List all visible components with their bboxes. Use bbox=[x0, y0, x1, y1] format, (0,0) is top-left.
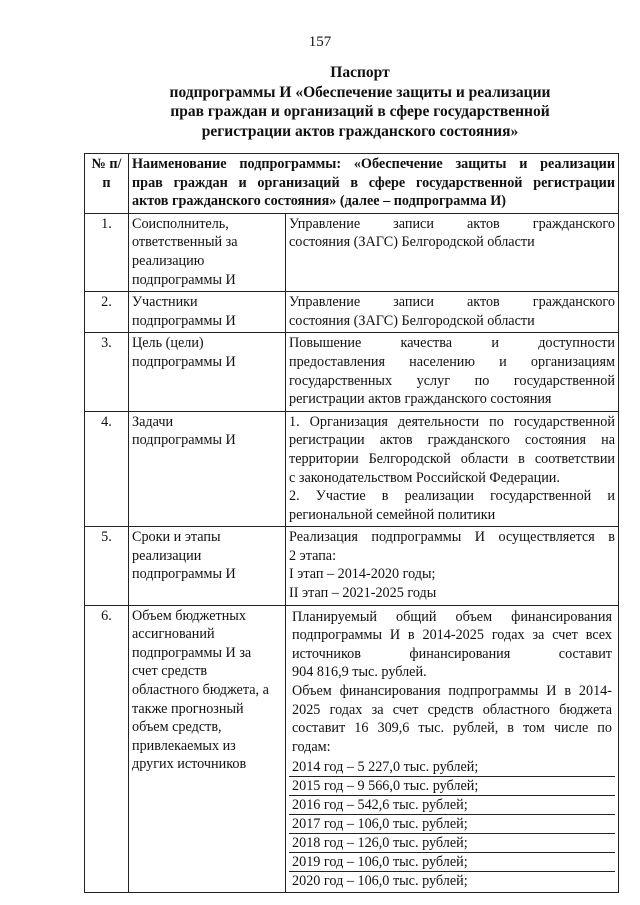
row-number: 5. bbox=[85, 527, 129, 605]
table-header-row bbox=[85, 154, 619, 214]
value-line: годам: bbox=[292, 738, 331, 755]
label-line: Задачи bbox=[132, 413, 174, 430]
label-line: привлекаемых из bbox=[132, 737, 236, 754]
header-line: актов гражданского состояния» (далее – подпрограмма И) bbox=[132, 193, 507, 210]
row-value bbox=[286, 411, 619, 527]
row-label bbox=[129, 605, 286, 893]
row-value bbox=[286, 333, 619, 411]
title-line: прав граждан и организаций в сфере государственной bbox=[170, 103, 550, 120]
value-line: Объем финансирования подпрограммы И в 2014- bbox=[292, 683, 612, 700]
value-line: II этап – 2021-2025 годы bbox=[289, 585, 437, 602]
table-row bbox=[85, 527, 619, 605]
value-line: региональной семейной политики bbox=[289, 506, 496, 523]
value-line: источников финансирования составит bbox=[292, 645, 612, 662]
value-line: с законодательством Российской Федерации. bbox=[289, 469, 560, 486]
row-value bbox=[286, 605, 619, 893]
label-line: подпрограммы И bbox=[132, 353, 236, 370]
header-num-cell: № п/п bbox=[85, 154, 129, 214]
label-line: подпрограммы И bbox=[132, 566, 236, 583]
value-line: Повышение качества и доступности bbox=[289, 335, 615, 352]
label-line: подпрограммы И за bbox=[132, 644, 252, 661]
value-line: государственных услуг по государственной bbox=[289, 372, 615, 389]
label-line: Участники bbox=[132, 294, 198, 311]
table-row bbox=[85, 411, 619, 527]
year-amount: 2016 год – 542,6 тыс. рублей; bbox=[289, 795, 615, 814]
row-number: 3. bbox=[85, 333, 129, 411]
table-row bbox=[85, 213, 619, 291]
value-line: 904 816,9 тыс. рублей. bbox=[292, 664, 427, 681]
table-row bbox=[85, 333, 619, 411]
value-line: Реализация подпрограммы И осуществляется в bbox=[289, 529, 615, 546]
year-amount: 2015 год – 9 566,0 тыс. рублей; bbox=[289, 776, 615, 795]
label-line: Сроки и этапы bbox=[132, 529, 221, 546]
year-amount: 2018 год – 126,0 тыс. рублей; bbox=[289, 833, 615, 852]
year-amount: 2014 год – 5 227,0 тыс. рублей; bbox=[292, 759, 479, 776]
table-row bbox=[85, 605, 619, 893]
document-title bbox=[60, 63, 640, 141]
label-line: подпрограммы И bbox=[132, 312, 236, 329]
value-line: регистрации актов гражданского состояния bbox=[289, 391, 552, 408]
row-value bbox=[286, 292, 619, 333]
label-line: также прогнозный bbox=[132, 700, 244, 717]
passport-table bbox=[84, 153, 619, 893]
value-line: состояния (ЗАГС) Белгородской области bbox=[289, 234, 535, 251]
label-line: ответственный за bbox=[132, 234, 238, 251]
value-line: 2025 годах за счет средств областного бюджета bbox=[292, 701, 612, 718]
value-line: 2 этапа: bbox=[289, 547, 337, 564]
row-label bbox=[129, 411, 286, 527]
label-line: Объем бюджетных bbox=[132, 607, 246, 624]
label-line: Соисполнитель, bbox=[132, 215, 229, 232]
title-line: подпрограммы И «Обеспечение защиты и реализации bbox=[169, 83, 551, 101]
row-number: 4. bbox=[85, 411, 129, 527]
row-label bbox=[129, 527, 286, 605]
row-number: 2. bbox=[85, 292, 129, 333]
label-line: подпрограммы И bbox=[132, 432, 236, 449]
row-label bbox=[129, 333, 286, 411]
value-line: состояния (ЗАГС) Белгородской области bbox=[289, 312, 535, 329]
value-line: территории Белгородской области в соответствии bbox=[289, 450, 615, 467]
header-line: прав граждан и организаций в сфере государственной регистрации bbox=[132, 174, 615, 191]
value-line: составит 16 309,6 тыс. рублей, в том числе по bbox=[292, 720, 612, 737]
year-amount: 2020 год – 106,0 тыс. рублей; bbox=[289, 871, 615, 890]
row-number: 1. bbox=[85, 213, 129, 291]
label-line: ассигнований bbox=[132, 626, 215, 643]
value-line: 1. Организация деятельности по государственной bbox=[289, 413, 615, 430]
value-line: Управление записи актов гражданского bbox=[289, 294, 615, 311]
label-line: реализацию bbox=[132, 252, 205, 269]
label-line: подпрограммы И bbox=[132, 271, 236, 288]
year-amount: 2017 год – 106,0 тыс. рублей; bbox=[289, 814, 615, 833]
value-line: регистрации актов гражданского состояния на bbox=[289, 432, 615, 449]
label-line: реализации bbox=[132, 547, 202, 564]
value-line: подпрограммы И в 2014-2025 годах за счет всех bbox=[292, 627, 612, 644]
title-line: регистрации актов гражданского состояния» bbox=[201, 122, 519, 140]
value-line: 2. Участие в реализации государственной и bbox=[289, 488, 615, 505]
page-number: 157 bbox=[308, 34, 332, 50]
row-number: 6. bbox=[85, 605, 129, 893]
row-label bbox=[129, 213, 286, 291]
value-line: I этап – 2014-2020 годы; bbox=[289, 566, 436, 583]
label-line: областного бюджета, а bbox=[132, 682, 269, 699]
value-line: Планируемый общий объем финансирования bbox=[292, 608, 612, 625]
financing-text bbox=[289, 607, 615, 759]
value-line: предоставления населению и организациям bbox=[289, 353, 615, 370]
title-heading: Паспорт bbox=[330, 64, 390, 81]
label-line: счет средств bbox=[132, 663, 208, 680]
value-line: Управление записи актов гражданского bbox=[289, 215, 615, 232]
label-line: Цель (цели) bbox=[132, 335, 204, 352]
table-row bbox=[85, 292, 619, 333]
header-line: Наименование подпрограммы: «Обеспечение защиты и реализации bbox=[132, 156, 615, 172]
row-label bbox=[129, 292, 286, 333]
label-line: объем средств, bbox=[132, 719, 222, 736]
label-line: других источников bbox=[132, 756, 247, 773]
header-title-cell bbox=[129, 154, 619, 214]
row-value bbox=[286, 213, 619, 291]
row-value bbox=[286, 527, 619, 605]
year-amount: 2019 год – 106,0 тыс. рублей; bbox=[289, 852, 615, 871]
